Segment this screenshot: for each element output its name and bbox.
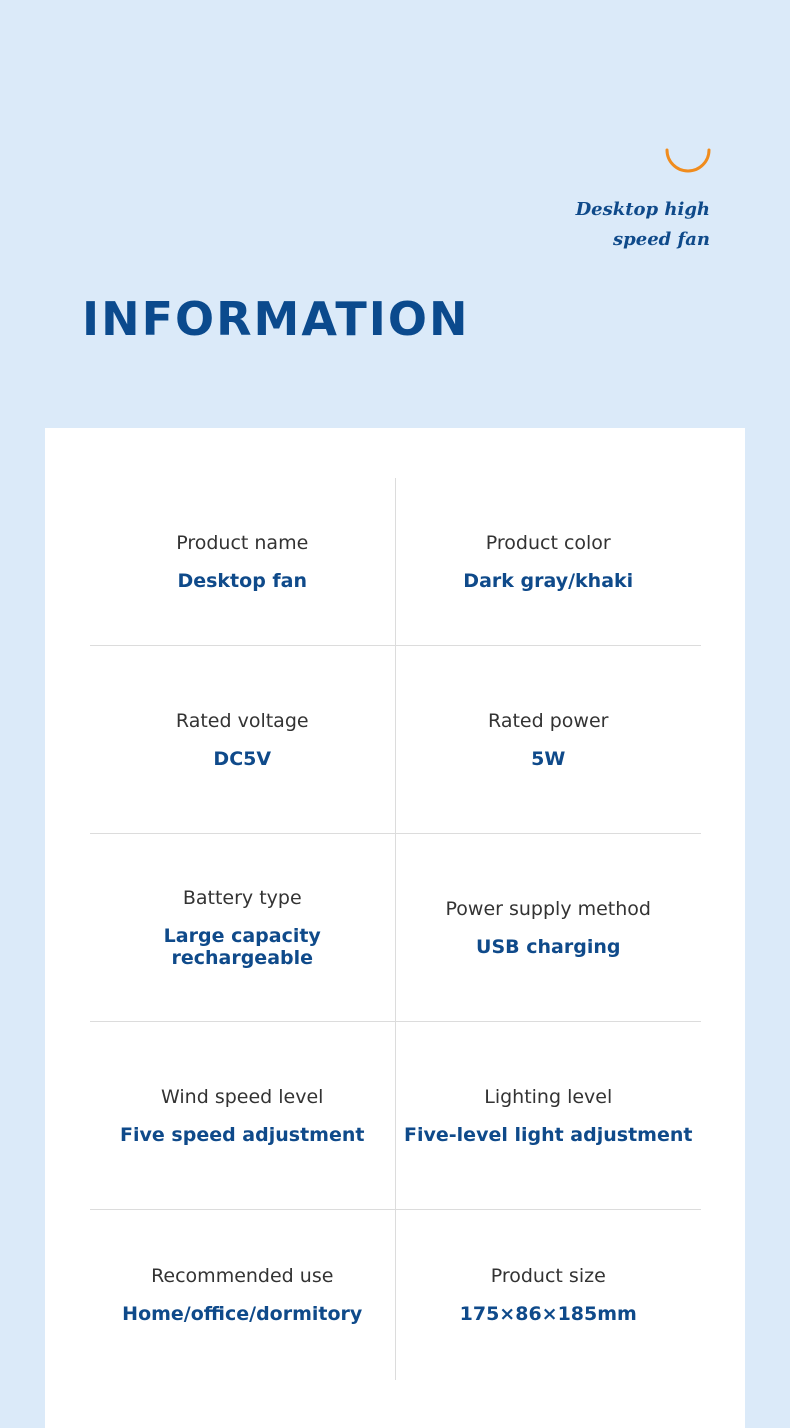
spec-value: Dark gray/khaki xyxy=(463,569,634,592)
spec-cell xyxy=(90,834,396,1021)
spec-cell xyxy=(396,1210,702,1380)
tagline xyxy=(576,195,710,255)
spec-cell xyxy=(396,478,702,645)
spec-value: Large capacity rechargeable xyxy=(163,924,321,969)
spec-row xyxy=(90,1210,701,1380)
tagline-line-1: Desktop high xyxy=(575,199,710,220)
spec-row xyxy=(90,646,701,834)
spec-label: Product color xyxy=(485,531,611,554)
spec-cell xyxy=(90,646,396,833)
spec-label: Battery type xyxy=(182,886,302,909)
spec-label: Power supply method xyxy=(445,897,651,920)
spec-value: USB charging xyxy=(476,935,621,958)
spec-cell xyxy=(90,1210,396,1380)
spec-value: Five-level light adjustment xyxy=(404,1123,693,1146)
spec-value: Five speed adjustment xyxy=(120,1123,365,1146)
spec-row xyxy=(90,834,701,1022)
spec-label: Rated voltage xyxy=(175,709,309,732)
spec-value: 5W xyxy=(531,747,566,770)
spec-value: Desktop fan xyxy=(177,569,308,592)
spec-label: Product size xyxy=(490,1265,606,1287)
spec-label: Product name xyxy=(176,531,309,554)
spec-cell xyxy=(396,1022,702,1209)
spec-value: 175×86×185mm xyxy=(459,1303,637,1325)
spec-cell xyxy=(396,646,702,833)
spec-row xyxy=(90,1022,701,1210)
tagline-line-2: speed fan xyxy=(613,229,710,250)
page-title: INFORMATION xyxy=(82,292,470,346)
spec-label: Rated power xyxy=(488,709,609,732)
smile-arc-icon xyxy=(664,136,712,178)
spec-label: Wind speed level xyxy=(161,1085,324,1108)
spec-row xyxy=(90,478,701,646)
spec-grid xyxy=(90,478,701,1380)
spec-cell xyxy=(90,478,396,645)
spec-label: Lighting level xyxy=(484,1085,613,1108)
spec-card xyxy=(45,428,745,1428)
spec-value: DC5V xyxy=(213,747,272,770)
spec-label: Recommended use xyxy=(151,1265,334,1287)
spec-value: Home/office/dormitory xyxy=(122,1303,363,1325)
spec-cell xyxy=(90,1022,396,1209)
spec-cell xyxy=(396,834,702,1021)
